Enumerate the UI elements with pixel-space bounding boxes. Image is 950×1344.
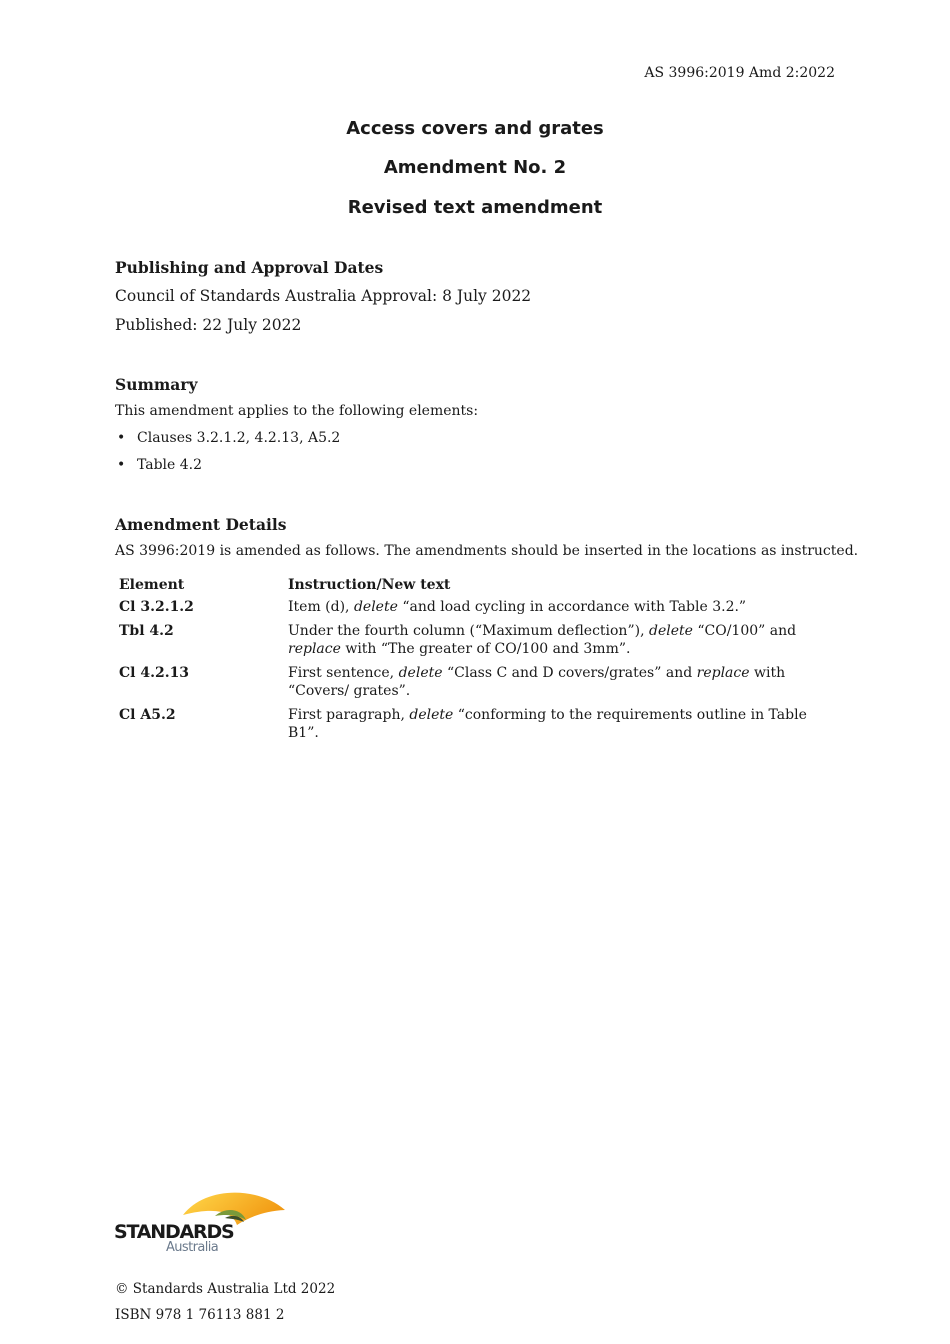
publishing-heading: Publishing and Approval Dates xyxy=(115,258,384,277)
table-row xyxy=(115,620,835,662)
summary-heading: Summary xyxy=(115,375,198,394)
element-cell: Cl A5.2 xyxy=(119,707,176,723)
document-reference: AS 3996:2019 Amd 2:2022 xyxy=(644,65,835,81)
element-cell: Tbl 4.2 xyxy=(119,623,174,639)
instruction-cell: Under the fourth column (“Maximum deflection”), delete “CO/100” and replace with “The greater of CO/100 and 3mm”. xyxy=(288,623,797,657)
summary-item: • Clauses 3.2.1.2, 4.2.13, A5.2 xyxy=(117,430,341,446)
bullet-icon: • xyxy=(117,430,126,446)
summary-item: • Table 4.2 xyxy=(117,457,203,473)
approval-date: Council of Standards Australia Approval: 8 July 2022 xyxy=(115,287,532,305)
element-cell: Cl 4.2.13 xyxy=(119,665,190,681)
table-header-row xyxy=(115,575,835,596)
table-row xyxy=(115,704,835,746)
summary-intro: This amendment applies to the following elements: xyxy=(115,403,479,419)
details-intro: AS 3996:2019 is amended as follows. The amendments should be inserted in the locations as instructed. xyxy=(115,543,859,559)
logo-wordmark: STANDARDS xyxy=(114,1221,234,1243)
instruction-cell: First paragraph, delete “conforming to the requirements outline in Table B1”. xyxy=(288,707,807,741)
standards-australia-logo xyxy=(113,1188,288,1254)
column-header-instruction: Instruction/New text xyxy=(288,577,451,593)
column-header-element: Element xyxy=(119,577,185,593)
isbn-number: ISBN 978 1 76113 881 2 xyxy=(115,1307,285,1323)
instruction-cell: First sentence, delete “Class C and D covers/grates” and replace with “Covers/ grates”. xyxy=(288,665,786,699)
instruction-cell: Item (d), delete “and load cycling in accordance with Table 3.2.” xyxy=(288,599,747,615)
amendment-type: Revised text amendment xyxy=(347,197,603,218)
bullet-icon: • xyxy=(117,457,126,473)
published-date: Published: 22 July 2022 xyxy=(115,316,302,334)
amendment-table xyxy=(115,575,835,746)
copyright-notice: © Standards Australia Ltd 2022 xyxy=(115,1281,336,1297)
details-heading: Amendment Details xyxy=(115,515,287,534)
table-row xyxy=(115,662,835,704)
amendment-number: Amendment No. 2 xyxy=(383,157,567,178)
element-cell: Cl 3.2.1.2 xyxy=(119,599,194,615)
logo-subword: Australia xyxy=(166,1240,219,1254)
document-title: Access covers and grates xyxy=(346,118,604,139)
table-row xyxy=(115,596,835,620)
